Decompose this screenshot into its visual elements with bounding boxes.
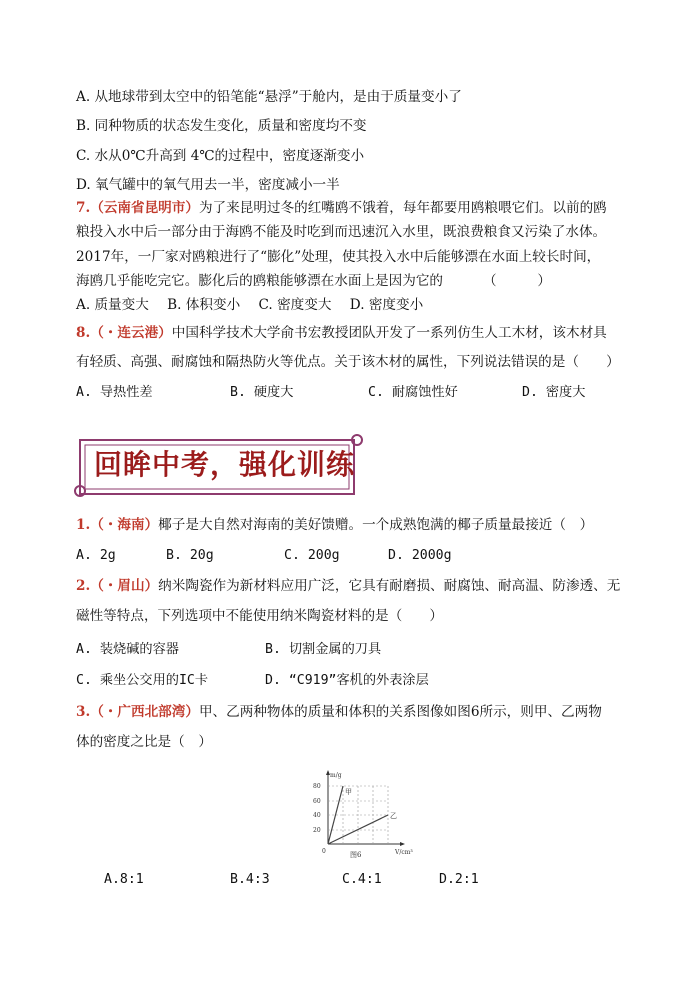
r1-option-d: D. 2000g — [388, 548, 452, 563]
r1-option-b: B. 20g — [166, 548, 214, 563]
figure-6-graph — [310, 768, 413, 860]
r3-line1 — [76, 703, 602, 721]
q6-option-d: D. 氧气罐中的氧气用去一半，密度减小一半 — [76, 177, 340, 193]
q7-option-a: A. 质量变大 — [76, 297, 149, 313]
q6-option-a: A. 从地球带到太空中的铅笔能“悬浮”于舱内，是由于质量变小了 — [76, 89, 462, 105]
q8-text1: 中国科学技术大学俞书宏教授团队开发了一系列仿生人工木材，该木材具 — [171, 325, 607, 341]
y-tick-40: 40 — [313, 812, 321, 819]
q8-source: （・连云港） — [90, 325, 172, 341]
section-banner — [78, 433, 364, 499]
q8-option-c: C. 耐腐蚀性好 — [368, 385, 458, 400]
banner-title: 回眸中考，强化训练 — [94, 448, 356, 481]
r2-option-a: A. 装烧碱的容器 — [76, 642, 179, 657]
q7-line3: 2017年，一厂家对鸥粮进行了“膨化”处理，使其投入水中后能够漂在水面上较长时间， — [76, 249, 601, 265]
r3-option-c: C.4:1 — [342, 872, 382, 887]
y-tick-80: 80 — [313, 783, 321, 790]
grid — [328, 786, 388, 844]
r2-line2: 磁性等特点，下列选项中不能使用纳米陶瓷材料的是（ ） — [76, 608, 444, 624]
q8-line2: 有轻质、高强、耐腐蚀和隔热防火等优点。关于该木材的属性，下列说法错误的是（ ） — [76, 354, 620, 370]
r1-source: （・海南） — [90, 517, 159, 533]
r1-option-c: C. 200g — [284, 548, 340, 563]
r2-option-d: D. “C919”客机的外表涂层 — [265, 673, 429, 688]
q7-text4: 海鸥几乎能吃完它。膨化后的鸥粮能够漂在水面上是因为它的 — [76, 273, 444, 289]
r3-line2: 体的密度之比是（ ） — [76, 734, 212, 750]
q7-line4 — [76, 272, 551, 290]
q7-options — [76, 296, 423, 314]
r2-line1 — [76, 577, 620, 595]
r3-text1: 甲、乙两种物体的质量和体积的关系图像如图6所示，则甲、乙两物 — [198, 704, 602, 720]
q7-option-c: C. 密度变大 — [258, 297, 332, 313]
q7-option-d: D. 密度变小 — [349, 297, 424, 313]
r2-option-c: C. 乘坐公交用的IC卡 — [76, 673, 209, 688]
r2-text1: 纳米陶瓷作为新材料应用广泛，它具有耐磨损、耐腐蚀、耐高温、防渗透、无 — [158, 578, 621, 594]
r1-line1 — [76, 516, 593, 534]
q8-option-a: A. 导热性差 — [76, 385, 153, 400]
y-axis-label: m/g — [330, 772, 342, 779]
r2-option-b: B. 切割金属的刀具 — [265, 642, 382, 657]
q7-line2: 粮投入水中后一部分由于海鸥不能及时吃到而迅速沉入水里，既浪费粮食又污染了水体。 — [76, 224, 607, 240]
r3-source: （・广西北部湾） — [90, 704, 199, 720]
x-axis-arrow-icon — [400, 842, 405, 846]
r2-source: （・眉山） — [90, 578, 159, 594]
r3-option-a: A.8:1 — [104, 872, 144, 887]
q7-source: （云南省昆明市） — [90, 200, 199, 216]
r3-option-b: B.4:3 — [230, 872, 270, 887]
q6-option-c: C. 水从0℃升高到 4℃的过程中，密度逐渐变小 — [76, 148, 365, 164]
series-yi-label: 乙 — [390, 812, 397, 820]
q8-option-b: B. 硬度大 — [230, 385, 294, 400]
y-tick-20: 20 — [313, 827, 321, 834]
r3-number: 3. — [76, 704, 91, 720]
x-axis-label: V/cm³ — [395, 849, 413, 856]
origin-label: 0 — [322, 848, 326, 855]
r3-option-d: D.2:1 — [439, 872, 479, 887]
r1-number: 1. — [76, 517, 91, 533]
y-tick-60: 60 — [313, 798, 321, 805]
r1-text1: 椰子是大自然对海南的美好馈赠。一个成熟饱满的椰子质量最接近（ ） — [158, 517, 594, 533]
r1-option-a: A. 2g — [76, 548, 116, 563]
q7-option-b: B. 体积变小 — [167, 297, 241, 313]
q7-line1 — [76, 199, 607, 217]
q8-option-d: D. 密度大 — [522, 385, 586, 400]
q7-text1: 为了来昆明过冬的红嘴鸥不饿着，每年都要用鸥粮喂它们。以前的鸥 — [198, 200, 607, 216]
q7-blank: （ ） — [483, 273, 551, 289]
figure-caption: 图6 — [350, 851, 362, 859]
r2-number: 2. — [76, 578, 91, 594]
series-jia-label: 甲 — [345, 788, 352, 796]
q8-number: 8. — [76, 325, 91, 341]
q8-line1 — [76, 324, 607, 342]
q6-option-b: B. 同种物质的状态发生变化，质量和密度均不变 — [76, 118, 367, 134]
q7-number: 7. — [76, 200, 91, 216]
